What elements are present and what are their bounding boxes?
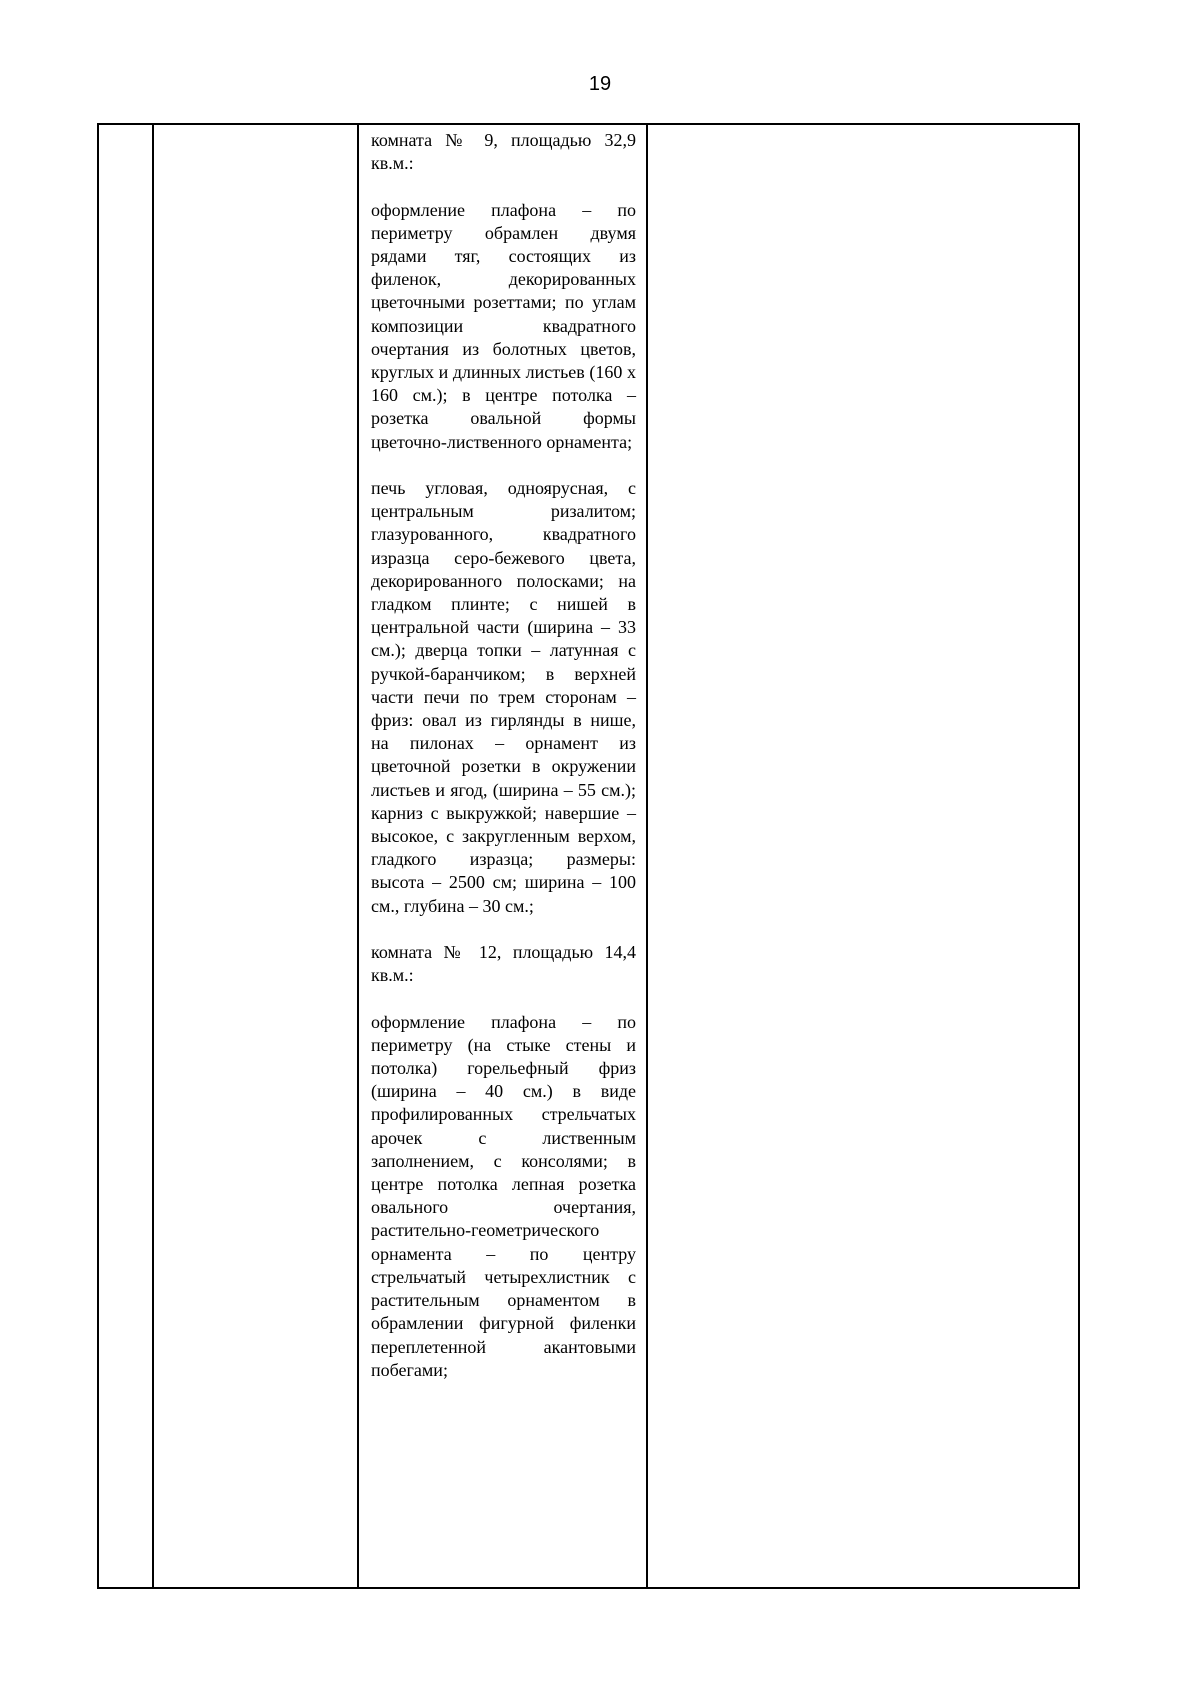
page-number: 19 bbox=[588, 73, 612, 95]
room-9-stove-description: печь угловая, одноярусная, с центральным ризалитом; глазурованного, квадратного изразца серо-бежевого цвета, декорированного полосками; на гладком плинте; с нишей в центральной части (ширина – 33 см.); дверца топки – латунная с ручкой-баранчиком; в верхней части печи по трем сторонам – фриз: овал из гирлянды в нише, на пилонах – орнамент из цветочной розетки в окружении листьев и ягод, (ширина – 55 см.); карниз с выкружкой; навершие – высокое, с закругленным верхом, гладкого изразца; размеры: высота – 2500 см; ширина – 100 см., глубина – 30 см.; bbox=[371, 478, 636, 916]
room-9-heading: комната № 9, площадью 32,9 кв.м.: bbox=[371, 130, 636, 174]
table-cell-notes bbox=[647, 124, 1079, 1588]
monument-description-table bbox=[97, 123, 1080, 1589]
room-9-ceiling-description: оформление плафона – по периметру обрамлен двумя рядами тяг, состоящих из филенок, декорированных цветочными розеттами; по углам композиции квадратного очертания из болотных цветов, круглых и длинных листьев (160 х 160 см.); в центре потолка – розетка овальной формы цветочно-лиственного орнамента; bbox=[371, 199, 636, 452]
table-cell-number bbox=[98, 124, 153, 1588]
table-row bbox=[98, 124, 1079, 1588]
description-text bbox=[359, 125, 646, 1382]
room-12-ceiling-description: оформление плафона – по периметру (на стыке стены и потолка) горельефный фриз (ширина – 40 см.) в виде профилированных стрельчатых арочек с лиственным заполнением, с консолями; в центре потолка лепная розетка овального очертания, растительно-геометрического орнамента – по центру стрельчатый четырехлистник с растительным орнаментом в обрамлении фигурной филенки переплетенной акантовыми побегами; bbox=[371, 1011, 636, 1380]
table-cell-name bbox=[153, 124, 358, 1588]
table-cell-description bbox=[358, 124, 647, 1588]
room-12-heading: комната № 12, площадью 14,4 кв.м.: bbox=[371, 942, 636, 986]
